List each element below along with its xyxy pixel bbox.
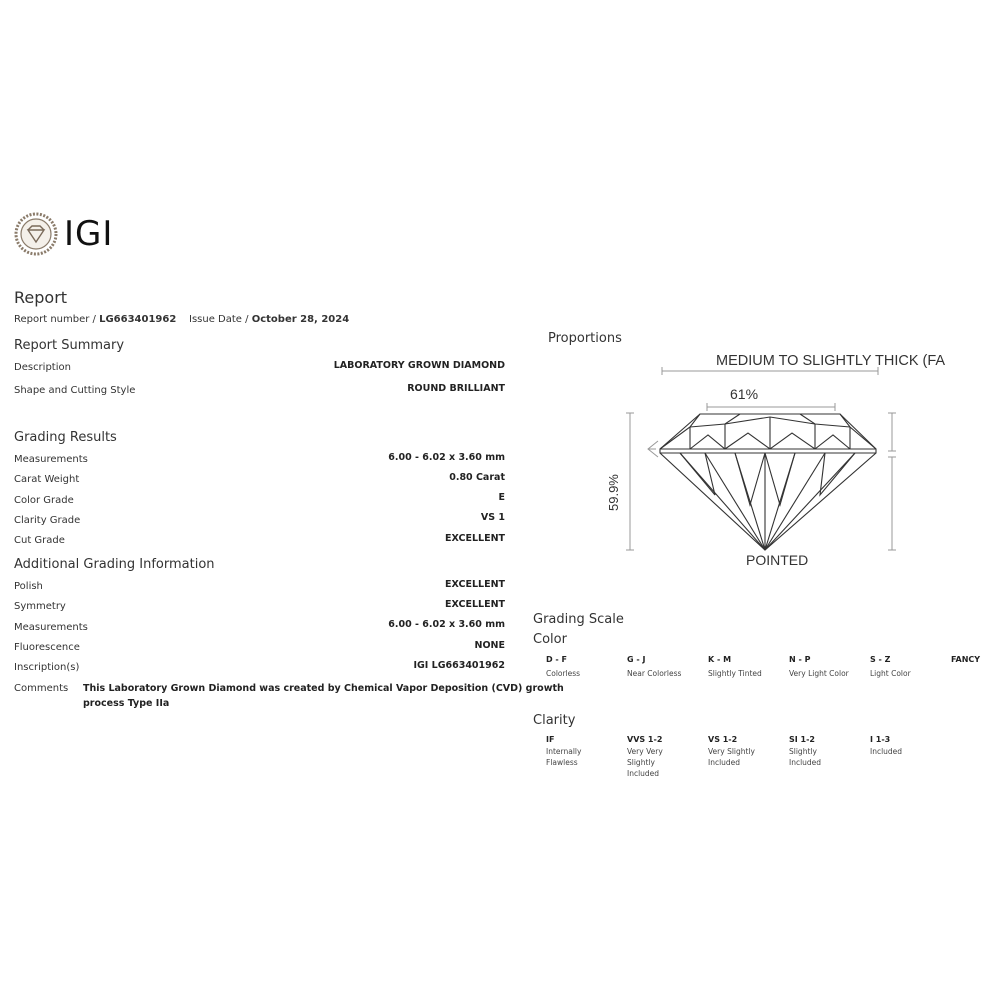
grading-value: 6.00 - 6.02 x 3.60 mm <box>388 452 505 463</box>
color-grade: K - M <box>708 655 732 664</box>
comments-label: Comments <box>14 683 69 694</box>
grading-label: Measurements <box>14 454 88 465</box>
culet-label: POINTED <box>746 552 809 568</box>
grading-label: Color Grade <box>14 495 74 506</box>
girdle-label: MEDIUM TO SLIGHTLY THICK (FA <box>716 353 946 369</box>
clarity-grade: I 1-3 <box>870 735 891 744</box>
comments-line: process Type IIa <box>83 698 170 709</box>
table-percent: 61% <box>730 386 759 402</box>
grading-label: Cut Grade <box>14 535 65 546</box>
issue-date: October 28, 2024 <box>251 314 350 325</box>
color-grade: D - F <box>546 655 567 664</box>
depth-percent: 59.9% <box>606 474 621 511</box>
clarity-scale-item <box>708 735 788 768</box>
clarity-grade: IF <box>546 735 555 744</box>
additional-value: NONE <box>474 640 505 651</box>
igi-logo <box>14 212 113 256</box>
clarity-grade: SI 1-2 <box>789 735 815 744</box>
clarity-desc: Included <box>870 747 903 756</box>
color-scale-item <box>951 655 996 664</box>
color-scale-item <box>546 655 626 679</box>
diamond-profile <box>660 414 876 550</box>
additional-label: Inscription(s) <box>14 662 80 673</box>
additional-value: EXCELLENT <box>445 599 505 610</box>
additional-label: Polish <box>14 581 43 592</box>
color-grade: G - J <box>627 655 646 664</box>
color-desc: Very Light Color <box>789 669 849 678</box>
additional-label: Symmetry <box>14 601 66 612</box>
comments-text <box>83 681 564 711</box>
color-grade: S - Z <box>870 655 891 664</box>
clarity-desc: Included <box>627 769 660 778</box>
clarity-grade: VVS 1-2 <box>627 735 663 744</box>
clarity-desc: Very Slightly <box>708 747 755 756</box>
report-number: LG663401962 <box>99 314 177 325</box>
grading-results-title: Grading Results <box>14 430 117 445</box>
clarity-desc: Included <box>708 758 741 767</box>
color-scale-item <box>789 655 869 679</box>
clarity-desc: Internally <box>546 747 582 756</box>
issue-date-label: Issue Date / <box>189 314 249 325</box>
grading-label: Clarity Grade <box>14 515 81 526</box>
clarity-desc: Included <box>789 758 822 767</box>
grading-scale-title: Grading Scale <box>533 612 624 627</box>
clarity-scale-item <box>627 735 707 779</box>
color-scale-item <box>627 655 707 679</box>
clarity-desc: Slightly <box>627 758 655 767</box>
additional-value: IGI LG663401962 <box>413 660 505 671</box>
additional-value: EXCELLENT <box>445 579 505 590</box>
color-grade: FANCY <box>951 655 981 664</box>
grading-value: EXCELLENT <box>445 533 505 544</box>
additional-label: Fluorescence <box>14 642 80 653</box>
color-desc: Light Color <box>870 669 911 678</box>
color-desc: Colorless <box>546 669 581 678</box>
proportions-diagram <box>540 345 980 575</box>
summary-value: ROUND BRILLIANT <box>407 383 505 394</box>
grading-value: E <box>498 492 505 503</box>
clarity-scale-item <box>789 735 869 768</box>
summary-value: LABORATORY GROWN DIAMOND <box>333 360 505 371</box>
summary-label: Description <box>14 362 71 373</box>
grading-label: Carat Weight <box>14 474 80 485</box>
clarity-scale-item <box>870 735 950 757</box>
comments-line: This Laboratory Grown Diamond was created by Chemical Vapor Deposition (CVD) growth <box>83 683 564 694</box>
color-desc: Slightly Tinted <box>708 669 762 678</box>
clarity-scale-title: Clarity <box>533 713 576 728</box>
clarity-desc: Flawless <box>546 758 578 767</box>
grading-value: 0.80 Carat <box>449 472 505 483</box>
color-scale-item <box>870 655 950 679</box>
report-summary-title: Report Summary <box>14 338 125 353</box>
clarity-desc: Very Very <box>627 747 663 756</box>
clarity-desc: Slightly <box>789 747 817 756</box>
clarity-grade: VS 1-2 <box>708 735 738 744</box>
additional-value: 6.00 - 6.02 x 3.60 mm <box>388 619 505 630</box>
color-desc: Near Colorless <box>627 669 682 678</box>
color-grade: N - P <box>789 655 811 664</box>
report-number-label: Report number / <box>14 314 96 325</box>
additional-info-title: Additional Grading Information <box>14 557 215 572</box>
igi-seal-icon <box>14 212 58 256</box>
report-title: Report <box>14 288 68 307</box>
color-scale-item <box>708 655 788 679</box>
summary-label: Shape and Cutting Style <box>14 385 136 396</box>
clarity-scale-item <box>546 735 626 768</box>
additional-label: Measurements <box>14 622 88 633</box>
proportions-title: Proportions <box>548 331 622 346</box>
color-scale-title: Color <box>533 632 567 647</box>
report-meta <box>14 314 349 325</box>
grading-value: VS 1 <box>480 512 505 523</box>
brand-name: IGI <box>64 214 114 254</box>
